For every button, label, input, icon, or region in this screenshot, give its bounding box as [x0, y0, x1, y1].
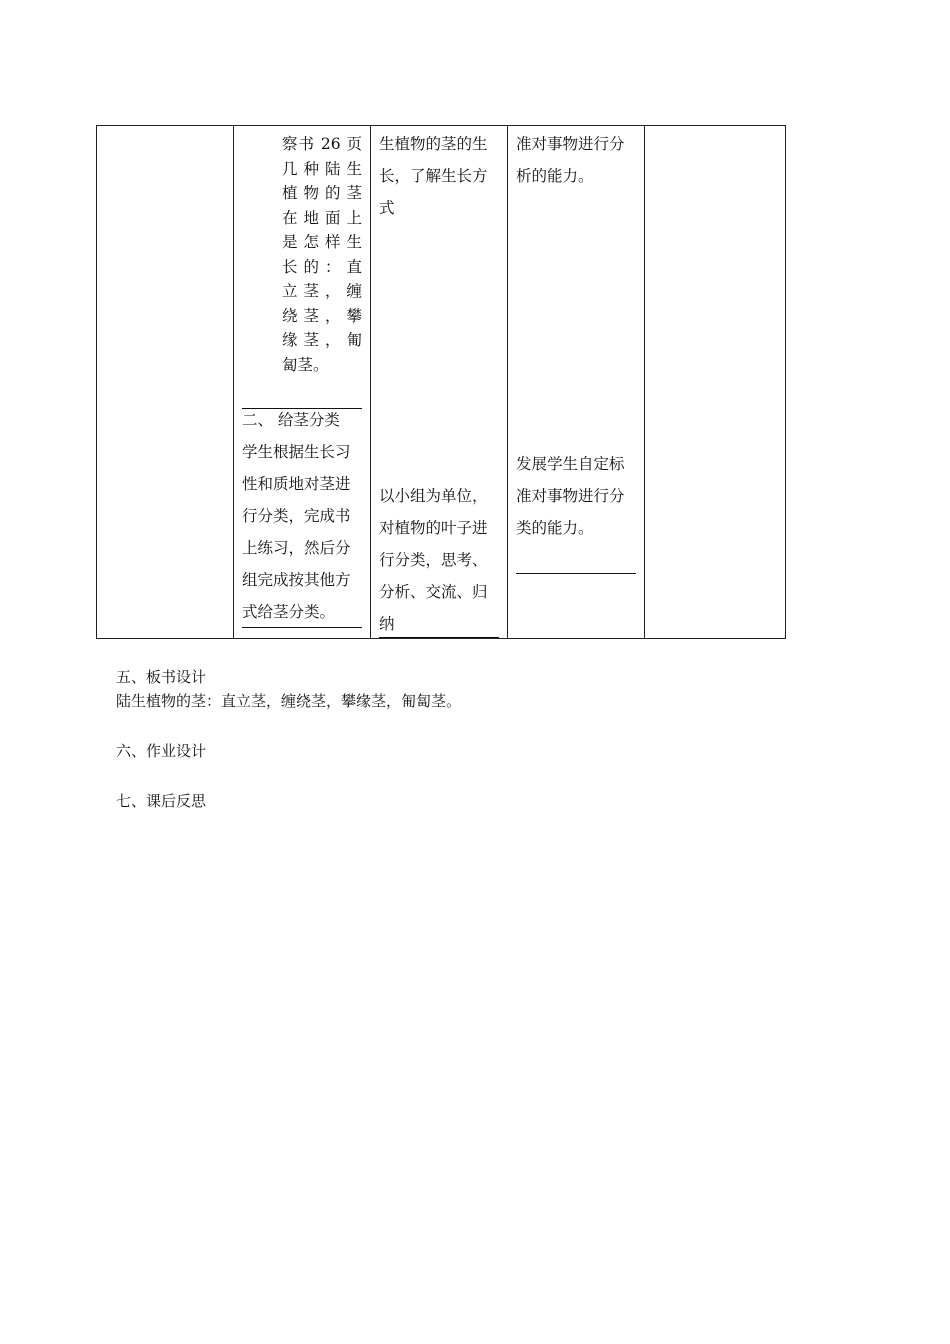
text-line: 长的：直 [282, 257, 362, 276]
text-line: 生植物的茎的生 [379, 135, 488, 153]
text-line: 上练习，然后分 [242, 539, 351, 557]
section-heading: 二、 给茎分类 [242, 411, 340, 429]
text-line: 几种陆生 [282, 159, 362, 178]
text-line: 在地面上 [282, 208, 362, 227]
table-cell-col3 [371, 126, 508, 639]
homework-design-heading: 六、作业设计 [116, 742, 207, 760]
text-line: 学生根据生长习 [242, 443, 351, 461]
table-cell-col1 [97, 126, 234, 639]
lesson-table [96, 125, 786, 639]
student-activity-bottom [379, 480, 488, 640]
table-cell-col4 [508, 126, 645, 639]
board-design-heading: 五、板书设计 [116, 668, 207, 686]
reflection-heading: 七、课后反思 [116, 792, 207, 810]
text-line: 性和质地对茎进 [242, 475, 351, 493]
text-line: 纳 [379, 615, 395, 633]
text-line: 分析、交流、归 [379, 583, 488, 601]
text-line: 准对事物进行分 [516, 135, 625, 153]
divider-line [379, 637, 499, 638]
text-line: 以小组为单位， [379, 487, 488, 505]
observe-instructions [282, 132, 362, 377]
text-line: 类的能力。 [516, 519, 594, 537]
text-line: 行分类，思考、 [379, 551, 488, 569]
text-line: 发展学生自定标 [516, 455, 625, 473]
text-line: 准对事物进行分 [516, 487, 625, 505]
text-line: 行分类，完成书 [242, 507, 351, 525]
text-line: 对植物的叶子进 [379, 519, 488, 537]
text-line: 绕茎，攀 [282, 306, 362, 325]
design-intent-bottom [516, 448, 625, 544]
text-line: 匐茎。 [282, 355, 329, 374]
board-design-content: 陆生植物的茎：直立茎，缠绕茎，攀缘茎，匍匐茎。 [116, 692, 462, 710]
table-row [97, 126, 786, 639]
divider-line [516, 573, 636, 574]
text-line: 是怎样生 [282, 233, 362, 251]
table-cell-col5 [645, 126, 786, 639]
table-cell-col2 [234, 126, 371, 639]
classify-instructions [242, 436, 351, 628]
text-line: 式给茎分类。 [242, 603, 336, 621]
text-line: 组完成按其他方 [242, 571, 351, 589]
text-line: 察书 26 页 [282, 135, 362, 153]
design-intent-top [516, 128, 625, 192]
text-line: 长，了解生长方 [379, 167, 488, 185]
divider-line [242, 627, 362, 628]
text-line: 式 [379, 199, 395, 217]
text-line: 析的能力。 [516, 167, 594, 185]
text-line: 立茎，缠 [282, 282, 362, 300]
text-line: 缘茎，匍 [282, 331, 362, 349]
text-line: 植物的茎 [282, 184, 362, 202]
student-activity-top [379, 128, 488, 224]
